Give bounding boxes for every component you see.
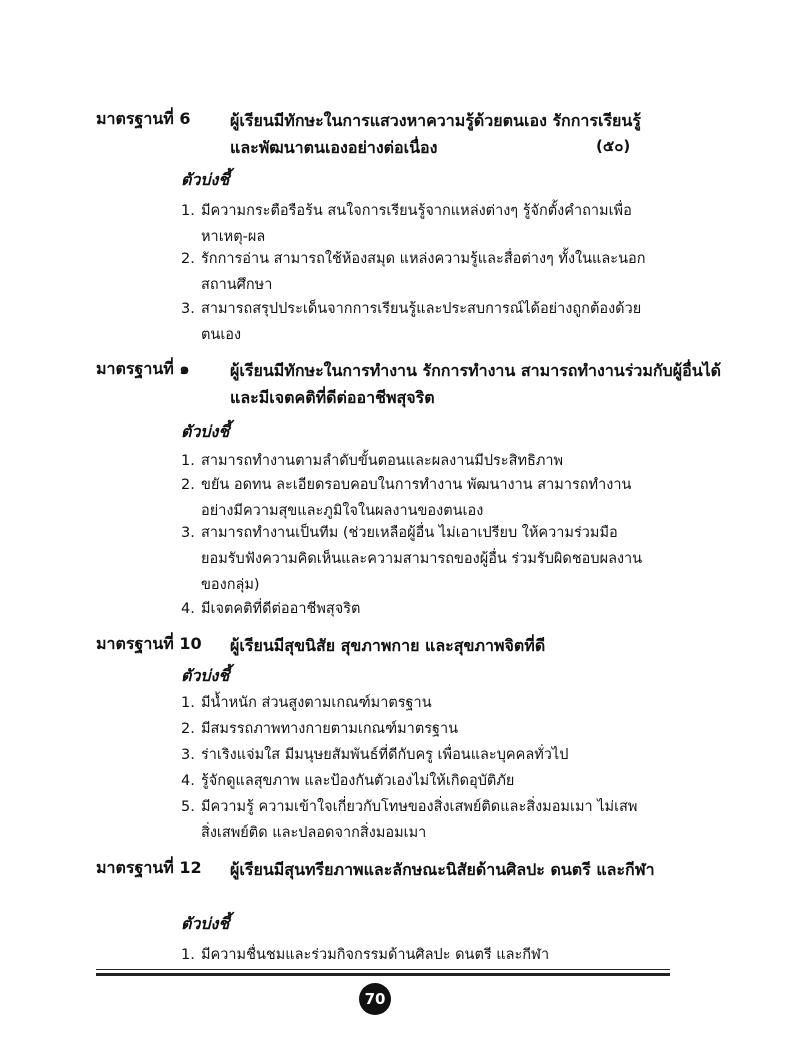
- item-number: 5.: [181, 799, 195, 815]
- standard-note: (๕๐): [596, 137, 631, 155]
- standard-label: มาตรฐานที่ 12: [96, 858, 202, 877]
- standard-label: มาตรฐานที่ ๑: [96, 359, 190, 378]
- list-item: [181, 596, 651, 622]
- item-number: 1.: [181, 453, 195, 469]
- item-number: 2.: [181, 251, 195, 267]
- item-number: 4.: [181, 773, 195, 789]
- item-text: มีความรู้ ความเข้าใจเกี่ยวกับโทษของสิ่งเสพย์ติดและสิ่งมอมเมา ไม่เสพสิ่งเสพย์ติด และปลอดจากสิ่งมอมเมา: [201, 799, 638, 841]
- standard-title: ผู้เรียนมีสุนทรียภาพและลักษณะนิสัยด้านศิลปะ ดนตรี และกีฬา: [230, 860, 655, 879]
- item-text: รักการอ่าน สามารถใช้ห้องสมุด แหล่งความรู้และสื่อต่างๆ ทั้งในและนอกสถานศึกษา: [201, 251, 646, 293]
- indicator-heading: ตัวบ่งชี้: [181, 666, 230, 685]
- item-number: 3.: [181, 525, 195, 541]
- footer-rule-thick: [96, 973, 670, 976]
- standard-title: ผู้เรียนมีทักษะในการแสวงหาความรู้ด้วยตนเอง รักการเรียนรู้และพัฒนาตนเองอย่างต่อเนื่อง: [230, 111, 641, 157]
- item-text: สามารถสรุปประเด็นจากการเรียนรู้และประสบการณ์ได้อย่างถูกต้องด้วยตนเอง: [201, 301, 642, 343]
- standard-title: ผู้เรียนมีทักษะในการทำงาน รักการทำงาน สามารถทำงานร่วมกับผู้อื่นได้ และมีเจตคติที่ดีต่ออาชีพสุจริต: [230, 361, 722, 407]
- item-number: 4.: [181, 601, 195, 617]
- item-text: สามารถทำงานตามลำดับขั้นตอนและผลงานมีประสิทธิภาพ: [201, 453, 564, 469]
- item-text: รู้จักดูแลสุขภาพ และป้องกันตัวเองไม่ให้เกิดอุบัติภัย: [201, 773, 515, 789]
- standard-label: มาตรฐานที่ 10: [96, 634, 202, 653]
- item-text: มีสมรรถภาพทางกายตามเกณฑ์มาตรฐาน: [201, 721, 459, 737]
- list-item: [181, 448, 651, 474]
- item-number: 2.: [181, 721, 195, 737]
- item-number: 1.: [181, 203, 195, 219]
- list-item: [181, 794, 651, 846]
- item-number: 2.: [181, 477, 195, 493]
- list-item: [181, 942, 651, 968]
- list-item: [181, 296, 651, 348]
- item-text: สามารถทำงานเป็นทีม (ช่วยเหลือผู้อื่น ไม่เอาเปรียบ ให้ความร่วมมือ ยอมรับฟังความคิดเห็นและความสามารถของผู้อื่น ร่วมรับผิดชอบผลงานของกลุ่ม): [201, 525, 643, 593]
- standard-label: มาตรฐานที่ 6: [96, 109, 191, 128]
- item-text: มีเจตคติที่ดีต่ออาชีพสุจริต: [201, 601, 361, 617]
- item-number: 3.: [181, 301, 195, 317]
- indicator-heading: ตัวบ่งชี้: [181, 422, 230, 441]
- list-item: [181, 198, 651, 250]
- list-item: [181, 716, 651, 742]
- standard-title: ผู้เรียนมีสุขนิสัย สุขภาพกาย และสุขภาพจิตที่ดี: [230, 636, 546, 655]
- item-number: 1.: [181, 695, 195, 711]
- list-item: [181, 246, 651, 298]
- list-item: [181, 742, 651, 768]
- footer-rule-thin: [96, 969, 670, 970]
- item-number: 1.: [181, 947, 195, 963]
- list-item: [181, 520, 651, 598]
- indicator-heading: ตัวบ่งชี้: [181, 914, 230, 933]
- item-text: ร่าเริงแจ่มใส มีมนุษยสัมพันธ์ที่ดีกับครู เพื่อนและบุคคลทั่วไป: [201, 747, 569, 763]
- list-item: [181, 690, 651, 716]
- item-text: ขยัน อดทน ละเอียดรอบคอบในการทำงาน พัฒนางาน สามารถทำงานอย่างมีความสุขและภูมิใจในผลงานของตนเอง: [201, 477, 632, 519]
- item-text: มีความกระตือรือร้น สนใจการเรียนรู้จากแหล่งต่างๆ รู้จักตั้งคำถามเพื่อหาเหตุ-ผล: [201, 203, 632, 245]
- list-item: [181, 768, 651, 794]
- item-number: 3.: [181, 747, 195, 763]
- item-text: มีน้ำหนัก ส่วนสูงตามเกณฑ์มาตรฐาน: [201, 695, 432, 711]
- list-item: [181, 472, 651, 524]
- page-number-badge: 70: [359, 983, 391, 1015]
- indicator-heading: ตัวบ่งชี้: [181, 170, 230, 189]
- item-text: มีความชื่นชมและร่วมกิจกรรมด้านศิลปะ ดนตรี และกีฬา: [201, 947, 550, 963]
